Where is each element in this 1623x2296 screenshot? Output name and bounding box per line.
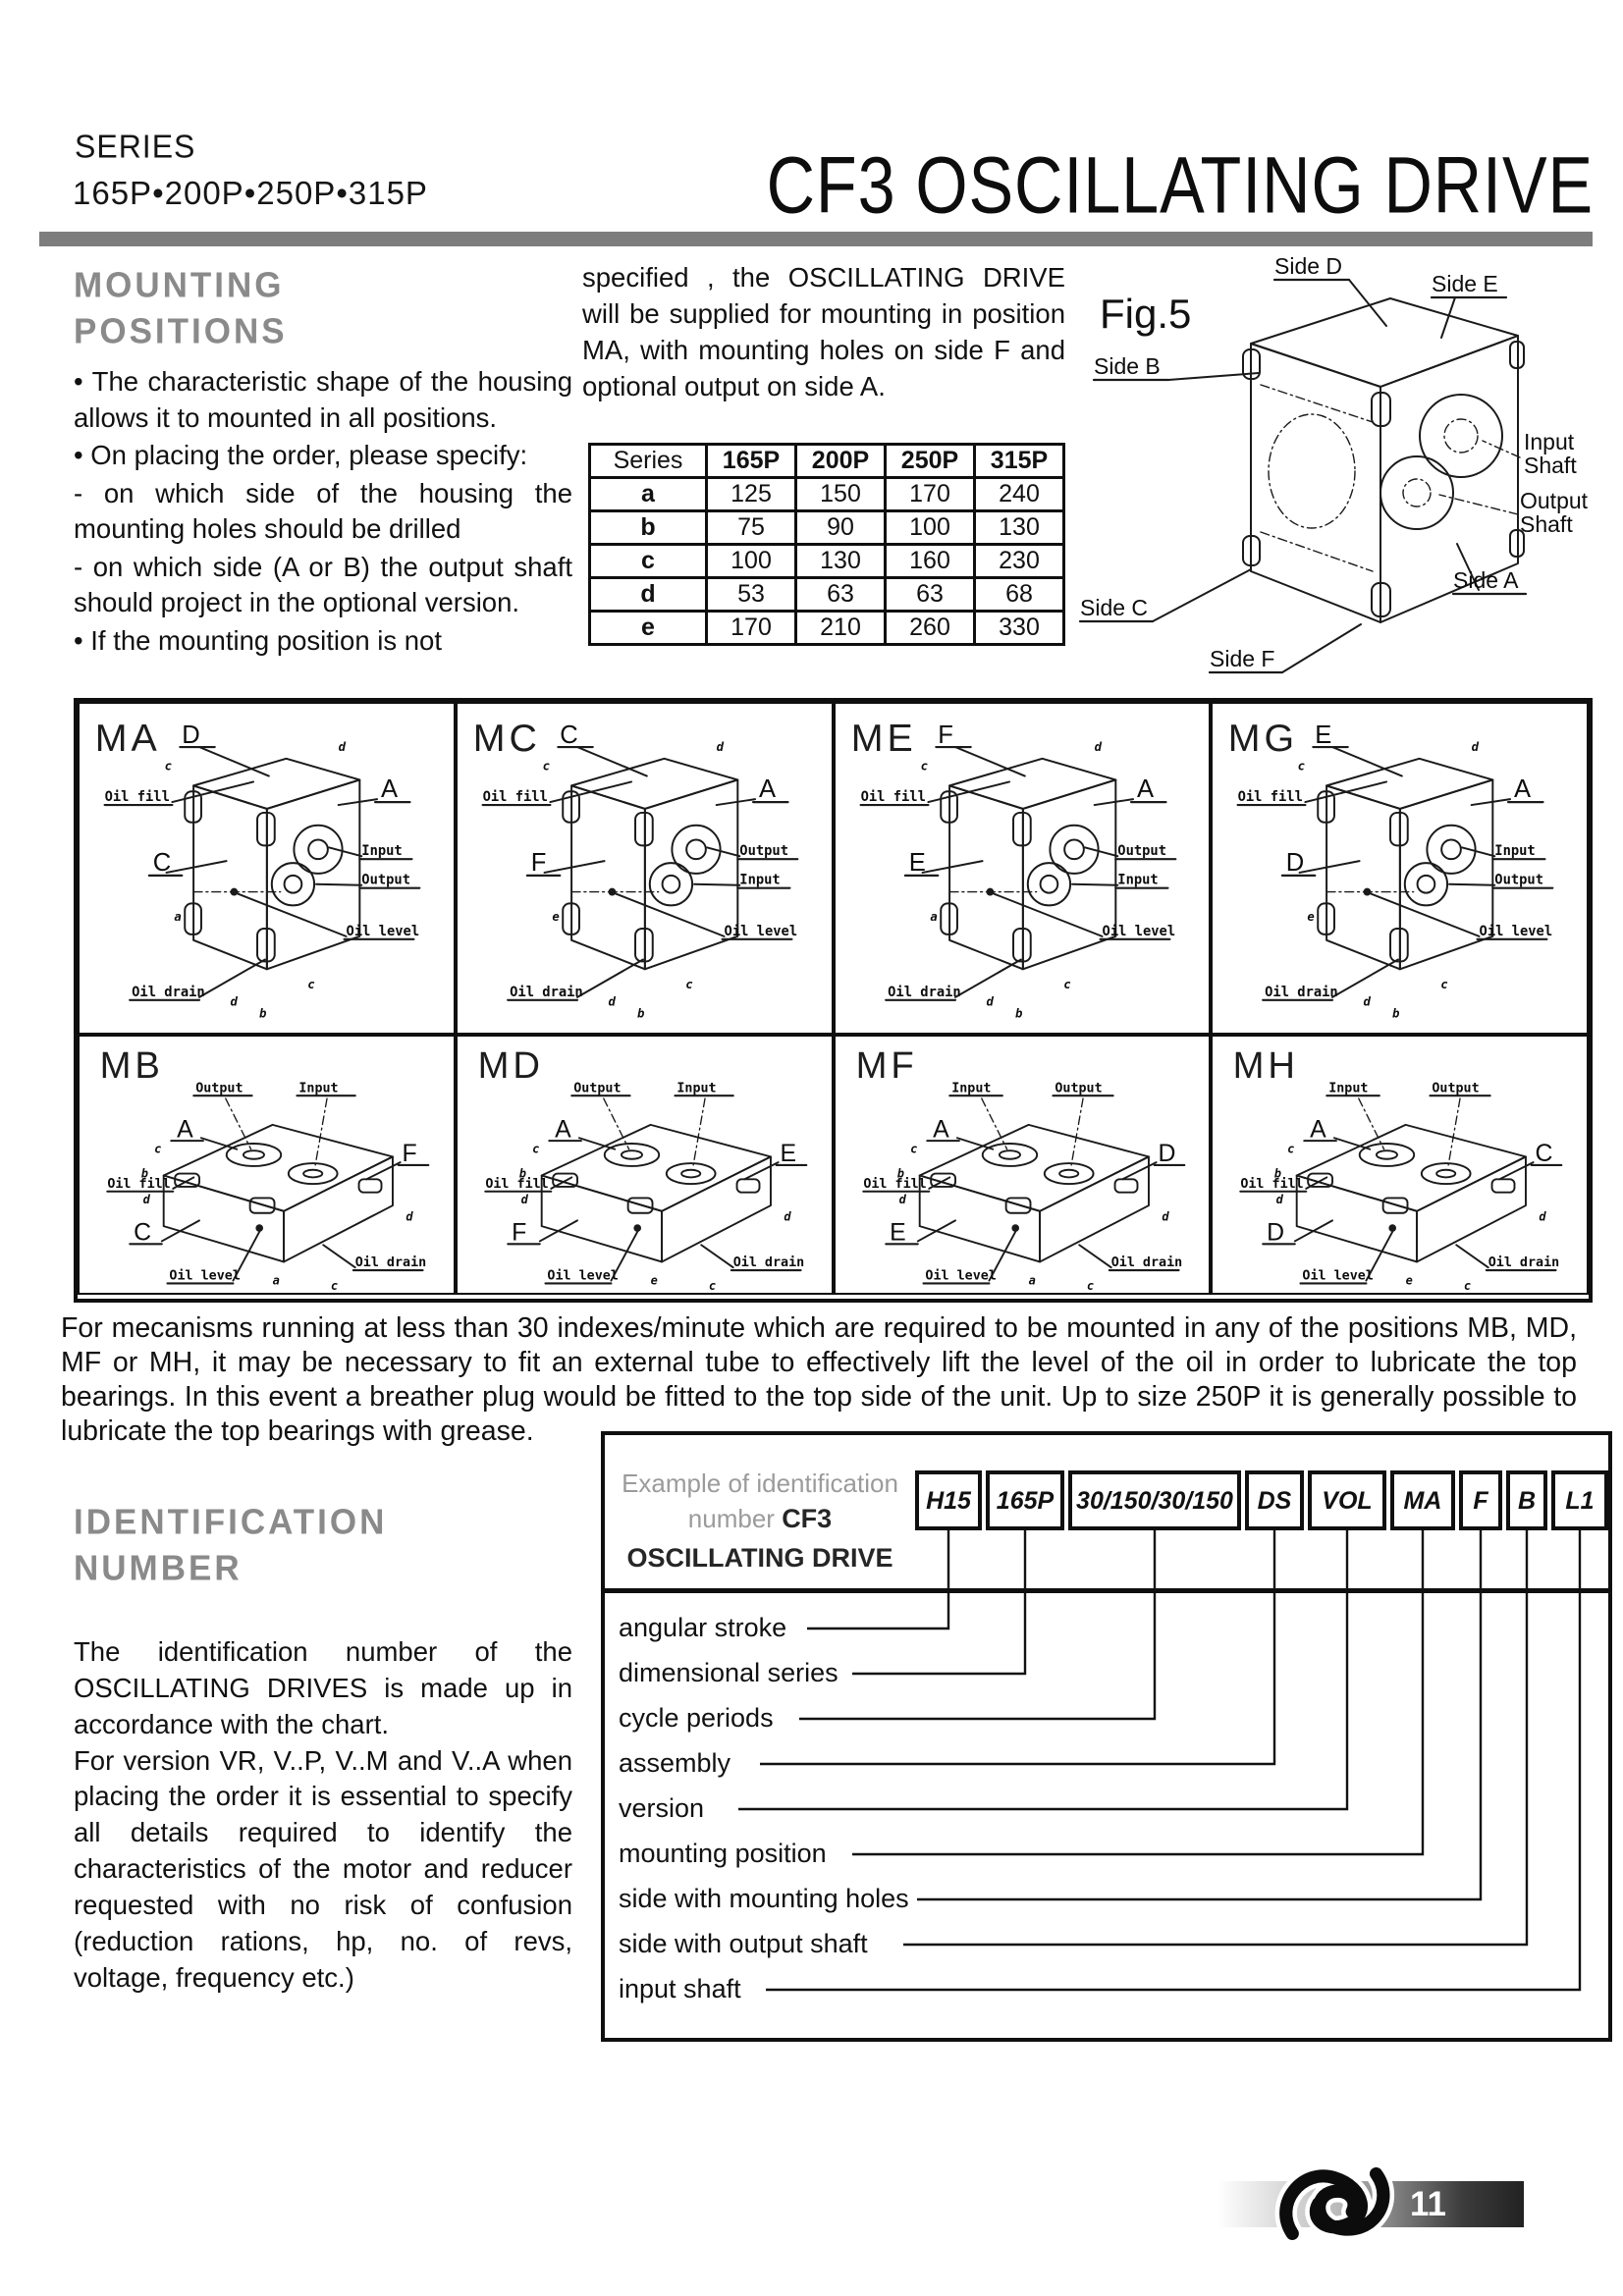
right-letter: F: [402, 1141, 418, 1168]
fig5-drawing: [1066, 247, 1622, 695]
size-table-header: 200P: [796, 444, 886, 477]
face-letter: A: [1514, 775, 1533, 804]
side-d-label: Side D: [1274, 253, 1343, 279]
dim-letter: c: [1464, 1279, 1472, 1293]
panel-MG: [1211, 702, 1589, 1035]
table-cell: 240: [975, 477, 1064, 510]
shaft-lower-label: Output: [361, 872, 411, 888]
size-table-header: Series: [590, 444, 707, 477]
table-cell: 150: [796, 477, 886, 510]
code-input-shaft: L1: [1565, 1487, 1595, 1515]
dim-letter: c: [164, 759, 172, 774]
oil-drain-label: Oil drain: [132, 984, 205, 1000]
identification-heading-line1: IDENTIFICATION: [74, 1503, 388, 1542]
chart-divider: [605, 1588, 1608, 1593]
face-letter: A: [932, 1116, 950, 1144]
side-letter: F: [530, 848, 548, 877]
field-dimensional-series: dimensional series: [619, 1658, 839, 1687]
table-cell: 130: [796, 544, 886, 577]
dim-letter: d: [230, 994, 238, 1009]
oil-drain-label: Oil drain: [1265, 984, 1338, 1000]
table-cell: 68: [975, 577, 1064, 611]
oil-drain-label: Oil drain: [509, 984, 583, 1000]
mounting-position-drawing: [458, 1037, 832, 1293]
dim-letter: d: [608, 994, 616, 1009]
mounting-dash-2: - on which side (A or B) the output shaft should project in the optional version.: [74, 551, 572, 618]
shaft-left-label: Input: [950, 1081, 991, 1096]
shaft-upper-label: Output: [739, 843, 788, 860]
panel-MH: [1211, 1035, 1589, 1295]
mounting-heading: [74, 263, 572, 354]
oil-level-label: Oil level: [1302, 1268, 1375, 1284]
code-version: VOL: [1322, 1487, 1373, 1515]
dim-letter: c: [909, 1142, 917, 1156]
oil-level-label: Oil level: [1479, 923, 1553, 939]
dim-letter: d: [1094, 739, 1102, 754]
code-side-output-shaft: B: [1517, 1487, 1537, 1515]
oil-fill-label: Oil fill: [104, 789, 170, 806]
code-dimensional-series: 165P: [996, 1487, 1055, 1515]
right-letter: D: [1158, 1141, 1176, 1168]
dim-letter: d: [985, 994, 994, 1009]
oil-fill-label: Oil fill: [860, 789, 926, 806]
code-assembly: DS: [1257, 1487, 1292, 1515]
shaft-right-label: Output: [1054, 1081, 1103, 1096]
identification-code-boxes: [917, 1472, 1606, 1528]
code-side-mounting-holes: F: [1473, 1487, 1488, 1515]
field-input-shaft: input shaft: [619, 1974, 741, 2003]
oil-drain-label: Oil drain: [887, 984, 961, 1000]
middle-column: [582, 259, 1065, 646]
identification-heading: [74, 1500, 572, 1591]
table-row: [590, 544, 1064, 577]
mounting-position-drawing: [80, 704, 454, 1033]
oil-drain-label: Oil drain: [354, 1255, 427, 1271]
dim-letter: e: [552, 910, 560, 925]
mounting-position-drawing: [1213, 1037, 1587, 1293]
dim-letter: e: [1405, 1273, 1414, 1288]
table-cell: 125: [707, 477, 796, 510]
field-side-output-shaft: side with output shaft: [619, 1929, 868, 1958]
example-caption-line1: Example of identification: [622, 1468, 898, 1498]
dim-letter: d: [898, 1193, 906, 1207]
table-cell: 210: [796, 611, 886, 644]
mounting-bullet-3: • If the mounting position is not: [74, 624, 442, 656]
size-table-header-row: [590, 444, 1064, 477]
table-row: [590, 477, 1064, 510]
field-mounting-position: mounting position: [619, 1839, 827, 1868]
dim-letter: a: [1028, 1273, 1036, 1288]
oil-fill-label: Oil fill: [862, 1176, 927, 1192]
side-letter: E: [889, 1219, 907, 1247]
input-shaft-label: Input: [1524, 429, 1575, 454]
dim-letter: e: [1307, 910, 1316, 925]
oil-fill-label: Oil fill: [107, 1176, 171, 1192]
face-letter: A: [1310, 1116, 1327, 1144]
side-e-label: Side E: [1432, 271, 1498, 296]
row-label: b: [590, 510, 707, 544]
dim-letter: c: [307, 977, 315, 991]
mounting-position-drawing: [1213, 704, 1587, 1033]
oil-level-label: Oil level: [924, 1268, 997, 1284]
table-cell: 100: [707, 544, 796, 577]
dim-letter: d: [338, 739, 347, 754]
panel-MD: [456, 1035, 834, 1295]
panel-id: MH: [1232, 1044, 1300, 1088]
table-cell: 90: [796, 510, 886, 544]
panel-id: MA: [94, 716, 161, 760]
oil-level-label: Oil level: [346, 923, 420, 939]
right-letter: C: [1535, 1141, 1554, 1168]
identification-chart-svg: [605, 1435, 1608, 2038]
fig5-area: [1066, 247, 1622, 695]
top-side-letter: C: [560, 721, 579, 750]
panel-id: MF: [855, 1044, 918, 1088]
code-angular-stroke: H15: [926, 1487, 971, 1515]
row-label: c: [590, 544, 707, 577]
shaft-upper-label: Input: [361, 843, 403, 860]
field-side-mounting-holes: side with mounting holes: [619, 1884, 909, 1913]
side-letter: F: [511, 1219, 527, 1247]
shaft-left-label: Output: [195, 1081, 243, 1096]
face-letter: A: [177, 1116, 194, 1144]
callout-labels: [1241, 1081, 1560, 1293]
identification-chart: [601, 1431, 1612, 2042]
oil-drain-label: Oil drain: [1488, 1255, 1560, 1271]
oil-drain-label: Oil drain: [1110, 1255, 1182, 1271]
panel-MA: [78, 702, 456, 1035]
panel-id: MD: [477, 1044, 544, 1088]
dim-letter: b: [896, 1166, 904, 1181]
identification-paragraph-2: For version VR, V..P, V..M and V..A when placing the order it is essential to specify all details required to identify the characteristics of the motor and reducer requested with no risk of confusion (reduction rations, hp, no. of revs, voltage, frequency etc.): [74, 1744, 572, 1993]
input-shaft-label: Shaft: [1524, 453, 1577, 478]
output-shaft-label: Output: [1520, 488, 1589, 513]
dim-letter: a: [929, 910, 938, 925]
side-f-label: Side F: [1210, 646, 1275, 671]
mounting-dash-1: - on which side of the housing the mounting holes should be drilled: [74, 477, 572, 545]
size-table-header: 250P: [886, 444, 975, 477]
field-angular-stroke: angular stroke: [619, 1613, 787, 1642]
shaft-lower-label: Input: [739, 872, 781, 888]
mounting-heading-line2: POSITIONS: [74, 311, 288, 351]
code-cycle-periods: 30/150/30/150: [1076, 1487, 1233, 1515]
row-label: a: [590, 477, 707, 510]
side-b-label: Side B: [1094, 353, 1161, 379]
dim-letter: c: [920, 759, 928, 774]
row-label: e: [590, 611, 707, 644]
dim-letter: d: [1275, 1193, 1284, 1207]
dim-letter: b: [1273, 1166, 1282, 1181]
shaft-upper-label: Output: [1116, 843, 1166, 860]
dim-letter: e: [650, 1273, 658, 1288]
dim-letter: c: [1440, 977, 1448, 991]
table-cell: 230: [975, 544, 1064, 577]
face-letter: A: [758, 775, 777, 804]
face-letter: A: [380, 775, 400, 804]
dim-letter: c: [684, 977, 693, 991]
identification-paragraph-1: The identification number of the OSCILLATING DRIVES is made up in accordance with the chart.: [74, 1636, 572, 1739]
size-table: [588, 443, 1065, 646]
top-side-letter: D: [182, 721, 201, 750]
oil-fill-label: Oil fill: [1240, 1176, 1304, 1192]
side-letter: D: [1267, 1219, 1286, 1247]
dim-letter: d: [716, 739, 724, 754]
dim-letter: c: [330, 1279, 339, 1293]
dim-letter: c: [531, 1142, 540, 1156]
oil-level-label: Oil level: [547, 1268, 619, 1284]
right-letter: E: [780, 1141, 797, 1168]
panel-id: ME: [850, 716, 917, 760]
output-shaft-label: Shaft: [1520, 511, 1573, 537]
example-caption-line3: OSCILLATING DRIVE: [626, 1543, 893, 1573]
table-cell: 170: [707, 611, 796, 644]
dim-letter: d: [1471, 739, 1480, 754]
fig5-caption: Fig.5: [1100, 291, 1192, 337]
header-rule: [39, 232, 1593, 246]
mounting-position-drawing: [836, 1037, 1210, 1293]
lubrication-note: For mecanisms running at less than 30 indexes/minute which are required to be mounted in any of the positions MB, MD, MF or MH, it may be necessary to fit an external tube to effectively lift the level of the oil in order to lubricate the top bearings. In this event a breather plug would be fitted to the top side of the unit. Up to size 250P it is generally possible to lubricate the top bearings with grease.: [61, 1312, 1577, 1448]
identification-column: [74, 1500, 572, 1996]
dim-letter: c: [1297, 759, 1306, 774]
callout-labels: [107, 1081, 426, 1293]
dim-letter: a: [272, 1273, 280, 1288]
oil-level-label: Oil level: [169, 1268, 241, 1284]
callout-labels: [485, 1081, 804, 1293]
mounting-continuation: specified , the OSCILLATING DRIVE will be supplied for mounting in position MA, with mounting holes on side F and optional output on side A.: [582, 262, 1065, 402]
dim-letter: b: [258, 1006, 267, 1021]
dim-letter: a: [174, 910, 182, 925]
dim-letter: d: [1539, 1209, 1546, 1224]
oil-drain-label: Oil drain: [732, 1255, 804, 1271]
shaft-left-label: Output: [572, 1081, 622, 1096]
oil-fill-label: Oil fill: [1237, 789, 1304, 806]
mounting-bullet-1: • The characteristic shape of the housing allows it to mounted in all positions.: [74, 366, 572, 433]
side-letter: E: [908, 848, 927, 877]
knot-logo: [1274, 2156, 1404, 2256]
dim-letter: d: [142, 1193, 150, 1207]
table-row: [590, 577, 1064, 611]
oil-level-label: Oil level: [1102, 923, 1175, 939]
dim-letter: c: [1062, 977, 1071, 991]
mounting-position-drawing: [836, 704, 1210, 1033]
dim-letter: d: [784, 1209, 791, 1224]
table-row: [590, 510, 1064, 544]
table-cell: 100: [886, 510, 975, 544]
shaft-right-label: Input: [676, 1081, 717, 1096]
table-cell: 63: [796, 577, 886, 611]
table-cell: 160: [886, 544, 975, 577]
callout-labels: [863, 1081, 1182, 1293]
table-cell: 170: [886, 477, 975, 510]
dim-letter: b: [1392, 1006, 1400, 1021]
shaft-right-label: Output: [1432, 1081, 1480, 1096]
dim-letter: d: [520, 1193, 528, 1207]
table-cell: 75: [707, 510, 796, 544]
top-side-letter: E: [1315, 721, 1333, 750]
side-letter: C: [152, 848, 173, 877]
example-caption-line2: number CF3: [687, 1504, 833, 1533]
dim-letter: b: [636, 1006, 645, 1021]
mounting-position-drawing: [80, 1037, 454, 1293]
shaft-lower-label: Output: [1494, 872, 1544, 888]
dim-letter: c: [708, 1279, 716, 1293]
table-cell: 130: [975, 510, 1064, 544]
chart-connector-lines: [738, 1528, 1580, 1990]
series-models: 165P•200P•250P•315P: [73, 175, 428, 211]
row-label: d: [590, 577, 707, 611]
face-letter: A: [554, 1116, 572, 1144]
oil-fill-label: Oil fill: [485, 1176, 549, 1192]
dim-letter: c: [542, 759, 550, 774]
field-cycle-periods: cycle periods: [619, 1703, 774, 1733]
panel-id: MC: [472, 716, 541, 760]
size-table-header: 315P: [975, 444, 1064, 477]
dim-letter: b: [140, 1166, 148, 1181]
page-title: CF3 OSCILLATING DRIVE: [766, 140, 1594, 231]
dim-letter: d: [1161, 1209, 1169, 1224]
shaft-upper-label: Input: [1494, 843, 1536, 860]
shaft-right-label: Input: [298, 1081, 339, 1096]
side-letter: D: [1286, 848, 1306, 877]
table-row: [590, 611, 1064, 644]
mounting-bullet-2: • On placing the order, please specify:: [74, 440, 528, 471]
top-side-letter: F: [937, 721, 954, 750]
table-cell: 53: [707, 577, 796, 611]
table-cell: 260: [886, 611, 975, 644]
table-cell: 330: [975, 611, 1064, 644]
panel-MC: [456, 702, 834, 1035]
mounting-heading-line1: MOUNTING: [74, 266, 285, 305]
series-label: SERIES: [75, 128, 196, 165]
dim-letter: d: [406, 1209, 413, 1224]
panel-id: MB: [99, 1044, 164, 1088]
side-letter: C: [134, 1219, 153, 1247]
oil-fill-label: Oil fill: [482, 789, 548, 806]
dim-letter: d: [1363, 994, 1372, 1009]
mounting-positions-column: [74, 263, 572, 662]
dim-letter: b: [518, 1166, 526, 1181]
mounting-position-drawing: [458, 704, 832, 1033]
page-number: 11: [1410, 2185, 1446, 2223]
dim-letter: c: [1287, 1142, 1295, 1156]
code-mounting-position: MA: [1403, 1487, 1442, 1515]
dim-letter: b: [1014, 1006, 1022, 1021]
oil-level-label: Oil level: [724, 923, 797, 939]
side-a-label: Side A: [1453, 567, 1519, 593]
shaft-left-label: Input: [1328, 1081, 1369, 1096]
shaft-lower-label: Input: [1116, 872, 1159, 888]
mounting-positions-grid: [74, 698, 1593, 1303]
identification-heading-line2: NUMBER: [74, 1548, 243, 1588]
field-assembly: assembly: [619, 1748, 731, 1778]
dim-letter: c: [1086, 1279, 1094, 1293]
panel-MB: [78, 1035, 456, 1295]
panel-id: MG: [1227, 716, 1299, 760]
face-letter: A: [1136, 775, 1155, 804]
size-table-header: 165P: [707, 444, 796, 477]
panel-MF: [834, 1035, 1212, 1295]
table-cell: 63: [886, 577, 975, 611]
panel-ME: [834, 702, 1212, 1035]
dim-letter: c: [154, 1142, 162, 1156]
side-c-label: Side C: [1080, 595, 1149, 620]
field-version: version: [619, 1793, 705, 1823]
